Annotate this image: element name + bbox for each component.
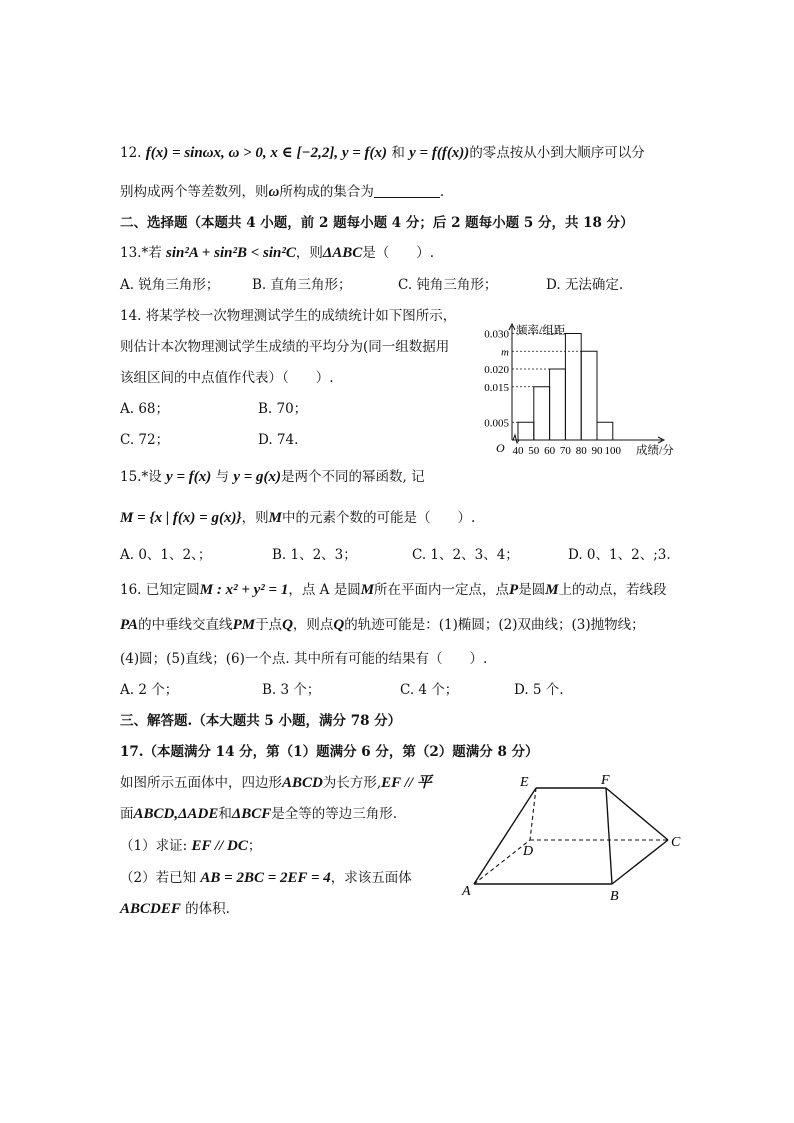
- y-axis-label: 频率/组距: [516, 325, 566, 337]
- q17-p2c: 的体积.: [185, 901, 230, 917]
- q17-p2a: （2）若已知: [120, 870, 197, 886]
- ytick-m: m: [501, 346, 509, 359]
- edge-FB: [606, 788, 612, 884]
- q17-l1a: 如图所示五面体中，四边形: [120, 775, 282, 791]
- q14-line1: 14. 将某学校一次物理测试学生的成绩统计如下图所示，: [120, 308, 457, 324]
- q16-M: M: [360, 582, 375, 598]
- frequency-histogram: [472, 322, 692, 462]
- pentahedron-figure: [460, 768, 690, 908]
- q15-f1: y = f(x): [166, 469, 212, 485]
- xtick-60: 60: [544, 445, 556, 457]
- q17-l1b: 为长方形,: [322, 775, 382, 791]
- label-D: D: [523, 844, 534, 859]
- ytick-0.030: 0.030: [484, 328, 509, 341]
- q17-part1: [120, 836, 261, 856]
- histogram-bar-40-50: [518, 422, 534, 440]
- q13-mid: ，则: [295, 245, 323, 261]
- xtick-100: 100: [604, 445, 622, 457]
- q13-triangle: ΔABC: [322, 245, 363, 261]
- q12-omega: ω: [268, 184, 280, 200]
- q15-option-c[interactable]: C. 1、2、3、4；: [412, 547, 519, 563]
- label-B: B: [610, 889, 619, 904]
- q15-line2-suffix: ，则: [241, 510, 269, 526]
- q16-l1a: 16. 已知定圆: [120, 582, 200, 598]
- q13-stem: [120, 243, 434, 263]
- q16-option-a[interactable]: A. 2 个；: [120, 682, 179, 698]
- q15-option-a[interactable]: A. 0、1、2、；: [120, 547, 212, 563]
- histogram-bar-70-80: [565, 334, 581, 441]
- q16-line1: [120, 580, 667, 600]
- q16-l1c: 所在平面内一定点，点: [374, 582, 510, 598]
- q16-l2a: 的中垂线交直线: [138, 617, 233, 633]
- q16-l1d: 是圆: [518, 582, 546, 598]
- label-C: C: [671, 835, 681, 850]
- xtick-40: 40: [512, 445, 524, 457]
- q12-and: 和: [391, 145, 405, 161]
- xtick-90: 90: [591, 445, 603, 457]
- section3-title: 三、解答题.（本大题共 5 小题，满分 78 分）: [120, 713, 402, 729]
- section2-title: 二、选择题（本题共 4 小题，前 2 题每小题 4 分；后 2 题每小题 5 分，共 18 分）: [120, 215, 634, 231]
- q14-option-b[interactable]: B. 70；: [258, 401, 308, 417]
- q16-M2: M: [545, 582, 559, 598]
- q12-line1: [120, 143, 645, 163]
- q12-end: .: [439, 184, 445, 200]
- q17-header: 17.（本题满分 14 分，第（1）题满分 6 分，第（2）题满分 8 分）: [120, 744, 539, 760]
- q14-option-d[interactable]: D. 74.: [258, 432, 299, 448]
- q14-option-c[interactable]: C. 72；: [120, 432, 170, 448]
- q16-option-d[interactable]: D. 5 个.: [514, 682, 564, 698]
- label-F: F: [601, 773, 610, 788]
- q12-line2: [120, 182, 444, 202]
- q15-line1: [120, 467, 425, 487]
- q17-l2d: ΔBCF: [231, 806, 272, 822]
- q15-and: 与: [215, 469, 230, 485]
- q17-ABCD: ABCD: [282, 775, 323, 791]
- q13-option-c[interactable]: C. 钝角三角形；: [398, 277, 498, 293]
- ytick-0.015: 0.015: [484, 381, 509, 394]
- q17-solid: ABCDEF: [120, 901, 181, 917]
- q13-suffix: 是（ ）.: [362, 245, 435, 261]
- q12-line2-pre: 别构成两个等差数列，则: [120, 184, 269, 200]
- q12-number: 12.: [120, 145, 142, 161]
- q17-p1-formula: EF // DC: [191, 838, 248, 854]
- edge-AD-hidden: [474, 840, 530, 884]
- x-axis-label: 成绩/分: [636, 445, 674, 457]
- q12-tail: 的零点按从小到大顺序可以分: [469, 145, 645, 161]
- q13-prefix: 13.*若: [120, 245, 162, 261]
- q15-f2: y = g(x): [233, 469, 282, 485]
- q16-PA: PA: [120, 617, 139, 633]
- edge-FC: [606, 788, 668, 840]
- q17-line1: [120, 773, 432, 793]
- q13-option-d[interactable]: D. 无法确定.: [546, 277, 624, 293]
- histogram-bar-90-100: [597, 422, 613, 440]
- q16-Q: Q: [282, 617, 293, 633]
- histogram-guides: [512, 334, 581, 423]
- q16-circle: M : x² + y² = 1: [199, 582, 289, 598]
- q15-line2: [120, 508, 475, 528]
- q13-option-b[interactable]: B. 直角三角形；: [252, 277, 352, 293]
- q16-line3: (4)圆；(5)直线；(6)一个点. 其中所有可能的结果有（ ）.: [120, 651, 488, 667]
- q16-l2d: 的轨迹可能是：(1)椭圆；(2)双曲线；(3)抛物线；: [344, 617, 645, 633]
- q17-p1a: （1）求证:: [120, 838, 188, 854]
- origin-label: O: [496, 441, 505, 455]
- q16-line2: [120, 615, 645, 635]
- xtick-70: 70: [559, 445, 571, 457]
- q13-formula: sin²A + sin²B < sin²C: [166, 245, 296, 261]
- q17-l2c: 和: [218, 806, 232, 822]
- q16-l1b: ，点 A 是圆: [288, 582, 361, 598]
- histogram-bar-60-70: [550, 369, 566, 440]
- q13-option-a[interactable]: A. 锐角三角形；: [120, 277, 220, 293]
- histogram-axes: [509, 324, 664, 443]
- q17-l2b: ABCD,ΔADE: [133, 806, 219, 822]
- xtick-80: 80: [575, 445, 587, 457]
- q12-answer-blank[interactable]: [374, 183, 440, 198]
- edge-CB: [612, 840, 668, 884]
- ytick-0.020: 0.020: [484, 364, 509, 376]
- label-E: E: [520, 775, 529, 790]
- label-A: A: [462, 884, 471, 899]
- q16-l2c: ，则点: [292, 617, 334, 633]
- q16-l1e: 上的动点，若线段: [558, 582, 667, 598]
- q17-p2-formula: AB = 2BC = 2EF = 4: [200, 870, 331, 886]
- q12-line2-post: 所构成的集合为: [279, 184, 374, 200]
- q14-line2: 则估计本次物理测试学生成绩的平均分为(同一组数据用: [120, 339, 450, 355]
- q15-M: M: [268, 510, 282, 526]
- q15-set: M = {x | f(x) = g(x)}: [120, 510, 242, 526]
- q14-option-a[interactable]: A. 68；: [120, 401, 170, 417]
- q12-formula2: y = f(f(x)): [409, 145, 470, 161]
- q16-P: P: [509, 582, 519, 598]
- histogram-bar-50-60: [534, 387, 550, 440]
- q15-option-b[interactable]: B. 1、2、3；: [272, 547, 357, 563]
- q16-option-c[interactable]: C. 4 个；: [400, 682, 459, 698]
- q17-part2-line2: [120, 899, 230, 919]
- q17-line2: [120, 804, 397, 824]
- q17-EF: EF // 平: [381, 775, 432, 791]
- q12-formula1: f(x) = sinωx, ω > 0, x ∈ [−2,2], y = f(x): [145, 145, 388, 161]
- q17-p1b: ；: [247, 838, 262, 854]
- q16-Q2: Q: [333, 617, 345, 633]
- histogram-bar-80-90: [581, 351, 597, 440]
- xtick-50: 50: [528, 445, 540, 457]
- q16-l2b: 于点: [255, 617, 283, 633]
- q15-option-d[interactable]: D. 0、1、2、;3.: [568, 547, 671, 563]
- q17-l2e: 是全等的等边三角形.: [271, 806, 398, 822]
- q17-p2b: ，求该五面体: [330, 870, 412, 886]
- q15-line1-suffix: 是两个不同的幂函数, 记: [281, 469, 425, 485]
- ytick-0.005: 0.005: [484, 417, 509, 430]
- edge-AE: [474, 788, 536, 884]
- q14-line3: 该组区间的中点值作代表）（ ）.: [120, 370, 334, 386]
- q15-prefix: 15.*设: [120, 469, 162, 485]
- q16-PM: PM: [232, 617, 256, 633]
- histogram-labels: [484, 323, 674, 457]
- q16-option-b[interactable]: B. 3 个；: [262, 682, 321, 698]
- q17-l2a: 面: [120, 806, 134, 822]
- q17-part2: [120, 868, 412, 888]
- q15-line2-end: 中的元素个数的可能是（ ）.: [282, 510, 476, 526]
